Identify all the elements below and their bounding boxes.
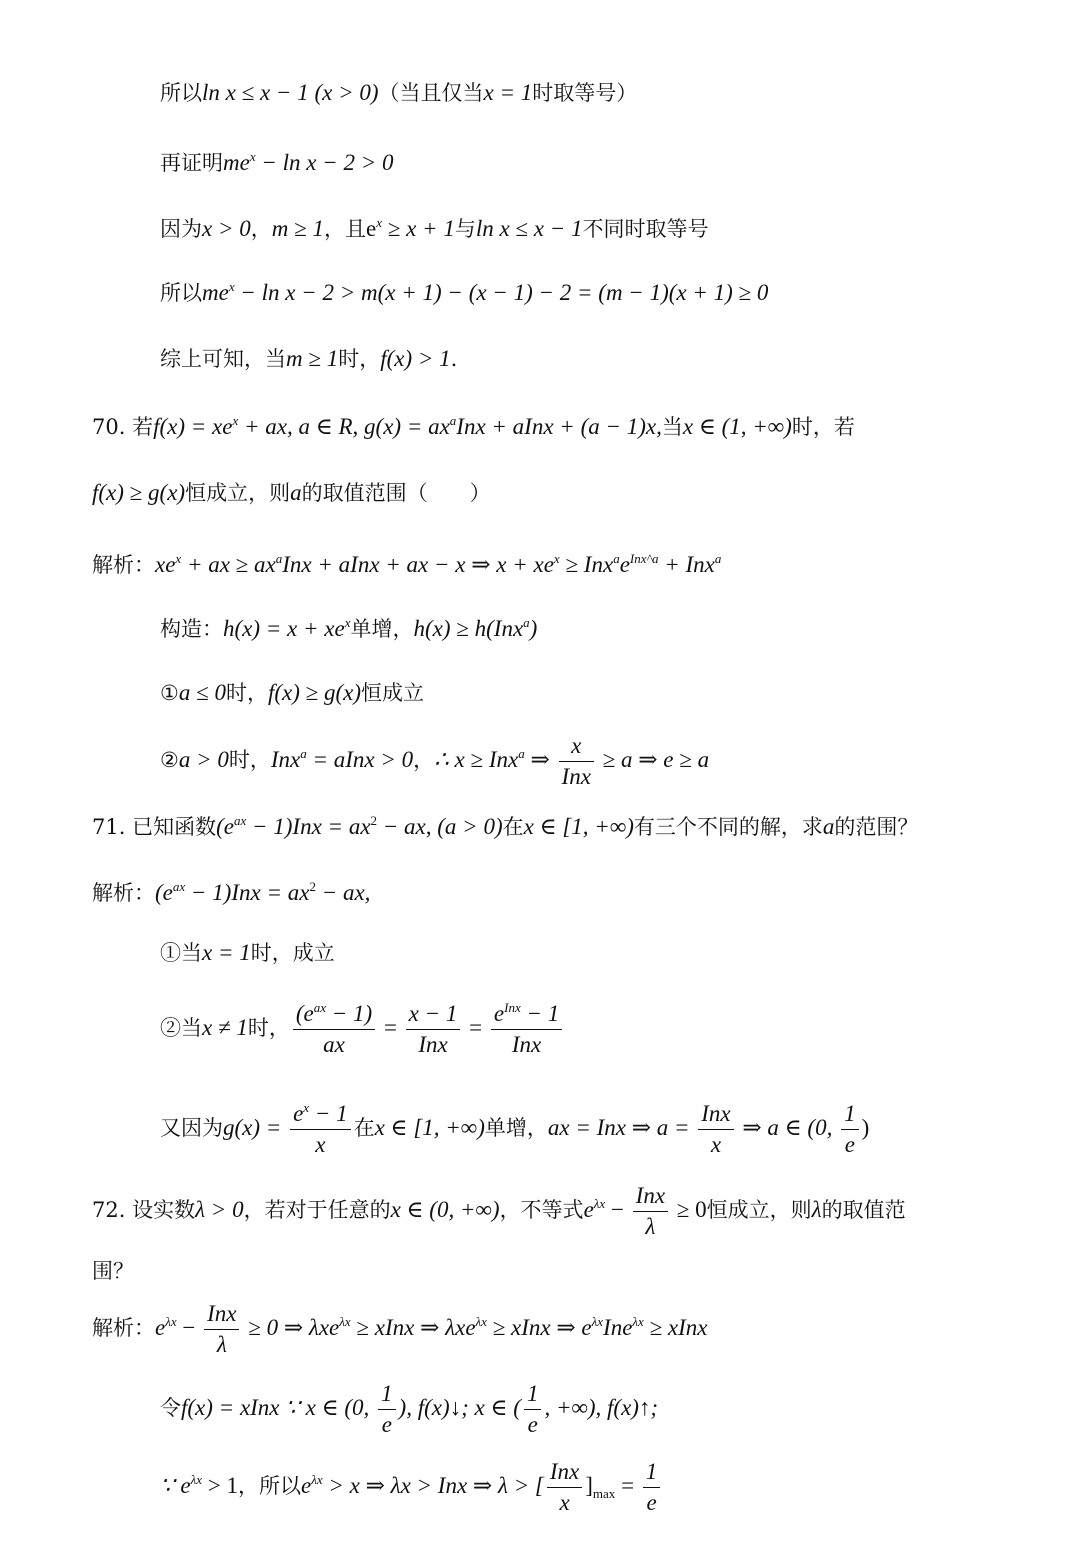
math: ⇒ a ∈ (0, (736, 1115, 839, 1140)
numerator: 1 (526, 1381, 539, 1406)
denominator: e (841, 1129, 859, 1160)
numerator: Inx (635, 1183, 666, 1208)
math: − ax, (315, 880, 371, 905)
text: 在 (502, 815, 524, 839)
math: x ≠ 1 (202, 1015, 248, 1040)
fraction (547, 1457, 582, 1518)
math: + ax, a ∈ R, g(x) = ax (238, 414, 450, 439)
superscript: λx (593, 1196, 606, 1211)
solution-72-conclusion (160, 1456, 663, 1518)
text: 单增， (484, 1116, 548, 1140)
math: ax = Inx ⇒ a = (547, 1115, 696, 1140)
question-72-continued (92, 1256, 134, 1286)
math: x = 1 (483, 80, 533, 105)
solution-70-case2 (160, 730, 709, 792)
denominator: ax (293, 1029, 375, 1060)
math: − ln x − 2 > 0 (255, 150, 394, 175)
text: ① (160, 681, 179, 705)
question-number: 70. (92, 415, 126, 439)
math: λ (811, 1197, 822, 1222)
numerator: Inx (701, 1101, 731, 1126)
text: 围？ (92, 1259, 134, 1283)
text: 时取等号） (532, 81, 638, 105)
denominator: e (378, 1409, 396, 1440)
math: e (583, 1197, 594, 1222)
proof-line-restate (160, 148, 394, 178)
proof-line-conditions (160, 214, 709, 244)
superscript: a (275, 551, 283, 566)
text: 的取值范 (821, 1198, 906, 1222)
math: + Inx (658, 552, 715, 577)
math: a (822, 814, 835, 839)
math: − 1)Inx = ax (246, 814, 371, 839)
text: 时， (225, 681, 268, 705)
math: − 1 (309, 1101, 348, 1126)
text: 时，若 (791, 415, 855, 439)
solution-72-step1 (92, 1298, 708, 1360)
superscript: x (249, 149, 256, 164)
proof-line-ln-bound (160, 78, 637, 108)
math: f(x) = xe (153, 414, 233, 439)
denominator: e (643, 1487, 661, 1518)
numerator (290, 1099, 351, 1129)
denominator: x (290, 1129, 351, 1160)
label-analysis: 解析： (92, 553, 155, 577)
math: xe (155, 552, 176, 577)
math: ln x ≤ x − 1 (475, 216, 583, 241)
question-70 (92, 412, 855, 442)
numerator: Inx (207, 1301, 237, 1326)
text: 若 (132, 415, 154, 439)
superscript: λx (591, 1314, 604, 1329)
text: 所以 (160, 81, 202, 105)
denominator: Inx (559, 761, 594, 792)
fraction (643, 1457, 661, 1518)
numerator (491, 999, 562, 1029)
text: . (450, 347, 458, 371)
math: ≥ xInx ⇒ e (486, 1315, 592, 1340)
math: x ∈ (0, +∞) (390, 1197, 500, 1222)
math: e (155, 1315, 166, 1340)
text: 恒成立，则 (185, 481, 291, 505)
math: ≥ xInx ⇒ λxe (350, 1315, 476, 1340)
math: ≥ a ⇒ e ≥ a (596, 747, 710, 772)
math: x > 0 (202, 216, 251, 241)
text: 与 (454, 217, 476, 241)
math: f(x) ≥ g(x) (92, 480, 186, 505)
text: 构造： (160, 617, 223, 641)
denominator: λ (204, 1329, 239, 1360)
text: ②当 (160, 1016, 202, 1040)
text: ， (413, 748, 435, 772)
denominator: x (698, 1129, 733, 1160)
text: ，不等式 (499, 1198, 584, 1222)
math: e (300, 1473, 312, 1498)
fraction (378, 1379, 396, 1440)
text: ①当 (160, 941, 202, 965)
fraction (491, 999, 562, 1060)
math: ), f(x)↓; x ∈ ( (398, 1395, 521, 1420)
text: ② (160, 748, 179, 772)
text: 恒成立，则 (706, 1198, 812, 1222)
superscript: ax (233, 813, 247, 828)
math: Inx + aInx + ax − x ⇒ x + xe (282, 552, 554, 577)
text: 的取值范围（ ） (301, 481, 491, 505)
math: me (202, 280, 229, 305)
math: e (293, 1101, 304, 1126)
superscript: λx (339, 1314, 351, 1329)
math: + ax ≥ ax (181, 552, 276, 577)
math: g(x) = (223, 1115, 288, 1140)
fraction (841, 1099, 859, 1160)
text: 时， (247, 1016, 290, 1040)
text: 单增， (350, 617, 414, 641)
math: me (223, 150, 250, 175)
numerator: 1 (381, 1381, 393, 1406)
math: e (365, 216, 377, 241)
text: 的范围？ (834, 815, 919, 839)
superscript: a (523, 615, 530, 630)
text: 令 (160, 1396, 181, 1420)
math: a (290, 480, 302, 505)
denominator: e (524, 1409, 542, 1440)
text: 再证明 (160, 151, 223, 175)
text: 因为 (160, 217, 202, 241)
solution-70-step1 (92, 550, 721, 580)
text: ，若对于任意的 (243, 1198, 391, 1222)
math: ≥ Inx (559, 552, 614, 577)
label-analysis: 解析： (92, 1316, 155, 1340)
math: (e (155, 880, 173, 905)
superscript: a (300, 746, 307, 761)
superscript: 2 (309, 879, 316, 894)
math: x ∈ [1, +∞) (374, 1115, 485, 1140)
text: 又因为 (160, 1116, 223, 1140)
text: 时， (228, 748, 271, 772)
math: > x ⇒ λx > Inx ⇒ λ > [ (322, 1473, 544, 1498)
superscript: x (376, 215, 382, 230)
math: e (619, 552, 630, 577)
superscript: λx (632, 1314, 644, 1329)
math: (e (216, 814, 234, 839)
superscript: a (449, 413, 457, 428)
math: = (463, 1015, 488, 1040)
question-71 (92, 812, 918, 842)
label-analysis: 解析： (92, 881, 155, 905)
math: x = 1 (202, 940, 251, 965)
math: (e (295, 1001, 314, 1026)
math: − 1)Inx = ax (185, 880, 310, 905)
math: f(x) > 1 (380, 346, 451, 371)
math: = (378, 1015, 403, 1040)
superscript: x (553, 551, 560, 566)
superscript: ax (313, 1000, 326, 1015)
math: f(x) = xInx ∵ x ∈ (0, (181, 1395, 376, 1420)
math: a > 0 (178, 747, 229, 772)
superscript: x (303, 1100, 310, 1115)
math: m ≥ 1 (271, 216, 324, 241)
numerator: 1 (645, 1459, 658, 1484)
fraction (524, 1379, 542, 1440)
math: ∵ e (160, 1473, 191, 1498)
superscript: 2 (370, 813, 378, 828)
superscript: a (613, 551, 620, 566)
solution-71-case2 (160, 998, 565, 1060)
text: 当 (661, 415, 683, 439)
numerator (293, 999, 375, 1029)
fraction (633, 1181, 668, 1242)
fraction (204, 1299, 239, 1360)
math: ln x ≤ x − 1 (x > 0) (202, 80, 379, 105)
math: − ln x − 2 > m(x + 1) − (x − 1) − 2 = (m − 1)(x + 1) ≥ 0 (234, 280, 769, 305)
math: , +∞), f(x)↑; (544, 1395, 659, 1420)
denominator: Inx (406, 1029, 461, 1060)
solution-71-case1 (160, 938, 335, 968)
text: 恒成立 (361, 681, 425, 705)
math: − 1 (520, 1001, 560, 1026)
math: > 1 (202, 1473, 238, 1498)
math: x ∈ [1, +∞) (523, 814, 634, 839)
text: （当且仅当 (378, 81, 484, 105)
question-number: 72. (92, 1198, 126, 1222)
math: − (176, 1315, 202, 1340)
text: 在 (353, 1116, 375, 1140)
math: ≥ 0 (671, 1197, 707, 1222)
superscript: ax (172, 879, 186, 894)
fraction (698, 1099, 733, 1160)
subscript: max (592, 1486, 616, 1501)
math: λ > 0 (195, 1197, 244, 1222)
text: ， (250, 217, 272, 241)
superscript: a (714, 551, 722, 566)
math: = (615, 1473, 640, 1498)
solution-71-conclusion (160, 1098, 869, 1160)
text: 综上可知，当 (160, 347, 286, 371)
math: − (605, 1197, 630, 1222)
superscript: x (228, 279, 235, 294)
math: ≥ x + 1 (381, 216, 455, 241)
question-number: 71. (92, 815, 126, 839)
superscript: λx (190, 1472, 202, 1487)
numerator: x − 1 (408, 1001, 458, 1026)
superscript: x (232, 413, 239, 428)
math: x ∈ (1, +∞) (682, 414, 792, 439)
math: a ≤ 0 (178, 680, 226, 705)
math: ) (529, 616, 538, 641)
math: f(x) ≥ g(x) (267, 680, 362, 705)
superscript: λx (475, 1314, 487, 1329)
denominator: λ (633, 1211, 668, 1242)
math: e (493, 1001, 505, 1026)
superscript: a (518, 746, 525, 761)
math: Inx + aInx + (a − 1)x, (456, 414, 662, 439)
text: 已知函数 (132, 815, 217, 839)
text: 所以 (160, 281, 202, 305)
proof-line-inequality (160, 278, 768, 308)
numerator: Inx (549, 1459, 580, 1484)
superscript: Inx^a (629, 551, 659, 566)
solution-70-step2 (160, 614, 537, 644)
text: ，且 (323, 217, 366, 241)
question-70-continued (92, 478, 491, 508)
text: 不同时取等号 (582, 217, 709, 241)
math: ) (861, 1115, 870, 1140)
math: ≥ 0 ⇒ λxe (242, 1315, 340, 1340)
math: ⇒ (524, 747, 556, 772)
math: = aInx > 0 (306, 747, 414, 772)
superscript: Inx (504, 1000, 521, 1015)
solution-72-step2 (160, 1378, 658, 1440)
fraction (293, 999, 375, 1060)
question-72 (92, 1180, 906, 1242)
math: Inx (270, 747, 301, 772)
superscript: x (344, 615, 351, 630)
text: 有三个不同的解，求 (633, 815, 823, 839)
numerator: x (571, 733, 582, 758)
math: − ax, (a > 0) (377, 814, 503, 839)
denominator: Inx (491, 1029, 562, 1060)
math: m ≥ 1 (286, 346, 339, 371)
math: ∴ x ≥ Inx (434, 747, 519, 772)
text: ，所以 (237, 1474, 301, 1498)
solution-71-step1 (92, 878, 370, 908)
text: 时， (338, 347, 381, 371)
superscript: x (175, 551, 182, 566)
math: Ine (603, 1315, 633, 1340)
math: ≥ xInx (643, 1315, 708, 1340)
solution-70-case1 (160, 678, 424, 708)
math: h(x) ≥ h(Inx (413, 616, 524, 641)
math: − 1) (326, 1001, 373, 1026)
denominator: x (547, 1487, 582, 1518)
math: ] (585, 1473, 593, 1498)
numerator: 1 (844, 1101, 856, 1126)
fraction (559, 731, 594, 792)
fraction (290, 1099, 351, 1160)
proof-line-conclusion (160, 344, 457, 374)
fraction (406, 999, 461, 1060)
superscript: λx (165, 1314, 177, 1329)
superscript: λx (311, 1472, 323, 1487)
math: h(x) = x + xe (223, 616, 345, 641)
text: 时，成立 (250, 941, 335, 965)
text: 设实数 (132, 1198, 196, 1222)
